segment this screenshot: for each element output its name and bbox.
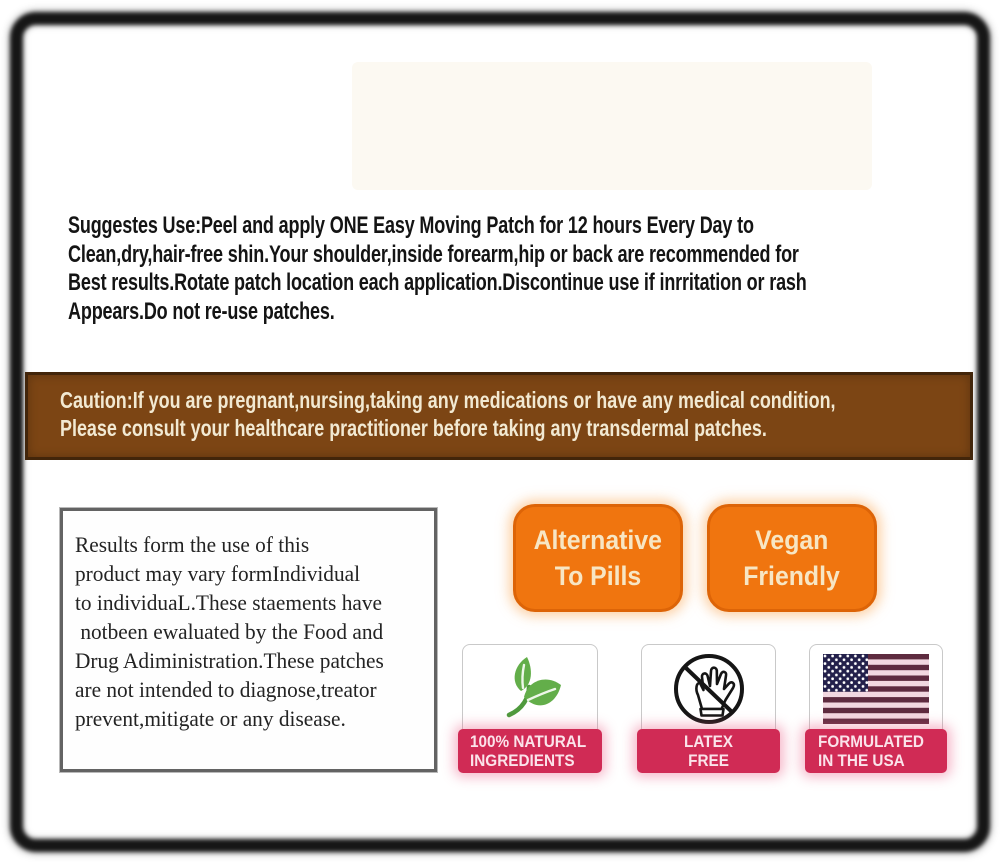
disclaimer-line: product may vary formIndividual: [75, 561, 361, 586]
ribbon-label-line: LATEX: [683, 732, 734, 751]
ribbon-label-line: FREE: [688, 751, 729, 770]
suggested-use-line: Best results.Rotate patch location each application.Discontinue use if inrritation or rash: [68, 269, 807, 297]
alternative-to-pills-badge: [513, 504, 683, 612]
ribbon-label-line: INGREDIENTS: [470, 751, 575, 770]
latex-free-ribbon: [637, 729, 780, 773]
pill-label-line: Alternative: [533, 525, 663, 555]
caution-line: Caution:If you are pregnant,nursing,taking any medications or have any medical condition,: [60, 387, 836, 413]
disclaimer-line: to individuaL.These staements have: [75, 590, 382, 615]
natural-ingredients-ribbon: [458, 729, 602, 773]
pill-label-line: Vegan: [755, 525, 829, 555]
disclaimer-line: Results form the use of this: [75, 532, 310, 557]
usa-flag-icon: [823, 654, 929, 729]
pill-label-line: To Pills: [554, 561, 642, 591]
caution-banner: [25, 372, 973, 460]
no-latex-glove-icon: [669, 649, 749, 734]
pill-label-line: Friendly: [743, 561, 841, 591]
disclaimer-line: Drug Adiministration.These patches: [75, 648, 384, 673]
suggested-use-line: Suggestes Use:Peel and apply ONE Easy Moving Patch for 12 hours Every Day to: [68, 212, 754, 239]
suggested-use-section: [68, 212, 968, 326]
ribbon-label-line: 100% NATURAL: [470, 732, 587, 751]
leaf-icon: [491, 649, 569, 732]
faded-top-artwork: [352, 62, 872, 190]
usa-formulated-ribbon: [805, 729, 947, 773]
suggested-use-line: Clean,dry,hair-free shin.Your shoulder,inside forearm,hip or back are recommended for: [68, 240, 799, 268]
suggested-use-line: Appears.Do not re-use patches.: [68, 297, 335, 325]
ribbon-label-line: FORMULATED: [818, 732, 924, 751]
disclaimer-box: [60, 508, 437, 772]
vegan-friendly-badge: [707, 504, 877, 612]
disclaimer-line: are not intended to diagnose,treator: [75, 677, 377, 702]
disclaimer-line: notbeen ewaluated by the Food and: [75, 619, 384, 644]
ribbon-label-line: IN THE USA: [818, 751, 905, 770]
disclaimer-line: prevent,mitigate or any disease.: [75, 706, 346, 731]
caution-line: Please consult your healthcare practitioner before taking any transdermal patches.: [60, 415, 767, 441]
